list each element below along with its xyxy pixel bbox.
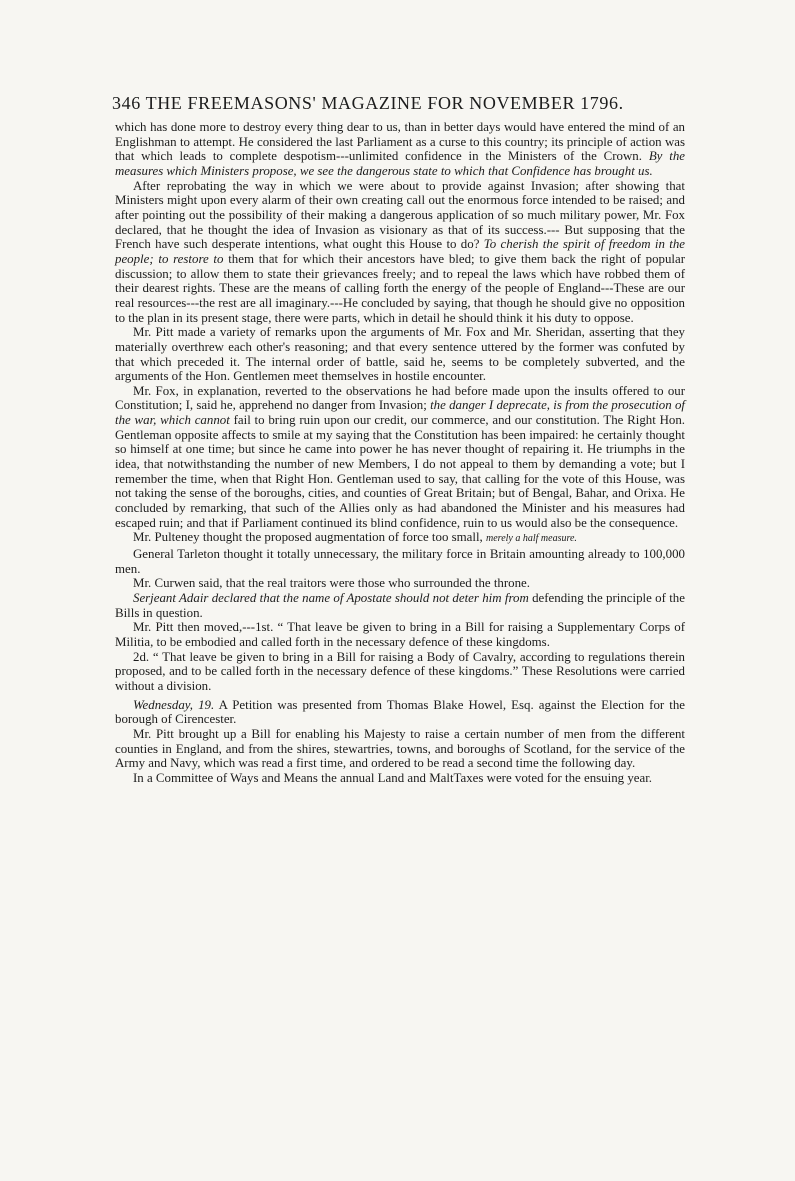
running-header bbox=[112, 93, 692, 114]
paragraph-text: them that for which their ancestors have bled; to give them back the right of popular discussion; to allow them to state their grievances freely; and to repeal the laws which have robbed them of their dearest rights. These are the means of calling forth the energy of the people of England---These are our real resources---the rest are all imaginary.---He concluded by saying, that though he should give no opposition to the plan in its present stage, there were parts, which in detail he should think it his duty to oppose. bbox=[115, 251, 685, 325]
paragraph-text: 2d. “ That leave be given to bring in a Bill for raising a Body of Cavalry, according to regulations therein proposed, and to be called forth in the necessary defence of these kingdoms.” These Resolutions were carried without a division. bbox=[115, 649, 685, 693]
paragraph bbox=[115, 325, 685, 384]
paragraph bbox=[115, 771, 685, 786]
paragraph-text: which has done more to destroy every thing dear to us, than in better days would have entered the mind of an Englishman to attempt. He considered the last Parliament as a curse to this country; its principle of action was that which leads to complete despotism---unlimited confidence in the Ministers of the Crown. bbox=[115, 120, 685, 164]
paragraph-text: After reprobating the way in which we were about to provide against Invasion; after showing that Ministers might upon every alarm of their own creating call out the enormous force intended to be raised; and after pointing out the possibility of their making a dangerous application of so much military power, Mr. Fox declared, that he thought the idea of Invasion as visionary as that of its success.--- But supposing that the French have such desperate intentions, what ought this House to do? bbox=[115, 178, 685, 252]
paragraph-text: Mr. Pitt brought up a Bill for enabling his Majesty to raise a certain number of men from the different counties in England, and from the shires, stewartries, towns, and boroughs of Scotland, for the service of the Army and Navy, which was read a first time, and ordered to be read a second time the following day. bbox=[115, 726, 685, 771]
paragraph-text: In a Committee of Ways and Means the annual Land and MaltTaxes were voted for the ensuing year. bbox=[133, 770, 653, 785]
paragraph-date: Wednesday, 19. bbox=[133, 697, 215, 712]
page-number: 346 bbox=[112, 93, 141, 113]
paragraph-text: Mr. Pitt then moved,---1st. “ That leave be given to bring in a Bill for raising a Supplementary Corps of Militia, to be embodied and called forth in the necessary defence of these kingdoms. bbox=[115, 620, 685, 649]
paragraph-italic: to which that Confidence has brought us. bbox=[440, 163, 653, 178]
paragraph-small-italic: merely a half measure. bbox=[486, 533, 577, 545]
paragraph-text: Mr. Fox, in explanation, reverted to the observations he had before made upon the insults offered to our Constitution; I, said he, apprehend no danger from Invasion; bbox=[115, 383, 685, 413]
paragraph bbox=[115, 530, 685, 547]
article-body bbox=[115, 120, 685, 786]
paragraph bbox=[115, 120, 685, 179]
paragraph-text: A Petition was presented from Thomas Blake Howel, Esq. against the Election for the borough of Cirencester. bbox=[115, 697, 685, 727]
paragraph-text: General Tarleton thought it totally unnecessary, the military force in Britain amounting already to 100,000 men. bbox=[115, 547, 685, 576]
paragraph bbox=[115, 591, 685, 620]
paragraph-text: Mr. Pulteney thought the proposed augmentation of force too small, bbox=[133, 530, 483, 545]
paragraph-italic: By the measures which Ministers propose, we see the dangerous state bbox=[115, 149, 685, 178]
paragraph-text: Mr. Pitt made a variety of remarks upon the arguments of Mr. Fox and Mr. Sheridan, asserting that they materially overthrew each other's reasoning; and that every sentence uttered by the former was confuted by that which preceded it. The internal order of battle, said he, seems to be completely subverted, and the arguments of the Hon. Gentlemen meet themselves in hostile encounter. bbox=[115, 325, 685, 384]
paragraph bbox=[115, 650, 685, 694]
paragraph-text: Mr. Curwen said, that the real traitors were those who surrounded the throne. bbox=[133, 576, 530, 591]
paragraph-italic: the danger I deprecate, is from the prosecution of the war, which cannot bbox=[115, 398, 685, 428]
magazine-title: THE FREEMASONS' MAGAZINE FOR NOVEMBER bbox=[145, 93, 576, 113]
paragraph-italic: Serjeant Adair declared that the name of Apostate should not deter him from bbox=[133, 591, 529, 605]
paragraph-text: fail to bring ruin upon our credit, our commerce, and our constitution. The Right Hon. Gentleman opposite affects to smile at my saying that the Constitution has been impaired: he certainly thought so himself at one time; but since he came into power he has never thought of repairing it. He triumphs in the idea, that notwithstanding the number of new Members, I do not appeal to them by demanding a vote; but I remember the time, when that Right Hon. Gentleman used to say, that calling for the vote of this House, was not taking the sense of the boroughs, cities, and counties of Great Britain; but of Bengal, Bahar, and Orixa. He concluded by remarking, that such of the Allies only as had abandoned the Minister and his measures had escaped ruin; and that if Parliament continued its blind confidence, ruin to us would also be the consequence. bbox=[115, 413, 685, 530]
paragraph bbox=[115, 727, 685, 771]
issue-year: 1796. bbox=[580, 93, 624, 113]
paragraph bbox=[115, 384, 685, 531]
paragraph bbox=[115, 179, 685, 326]
paragraph bbox=[115, 547, 685, 576]
paragraph bbox=[115, 620, 685, 649]
paragraph-text: defending the principle of the Bills in question. bbox=[115, 591, 685, 620]
paragraph bbox=[115, 576, 685, 591]
paragraph bbox=[115, 698, 685, 727]
paragraph-italic: To cherish the spirit of freedom in the people; to restore to bbox=[115, 237, 685, 266]
